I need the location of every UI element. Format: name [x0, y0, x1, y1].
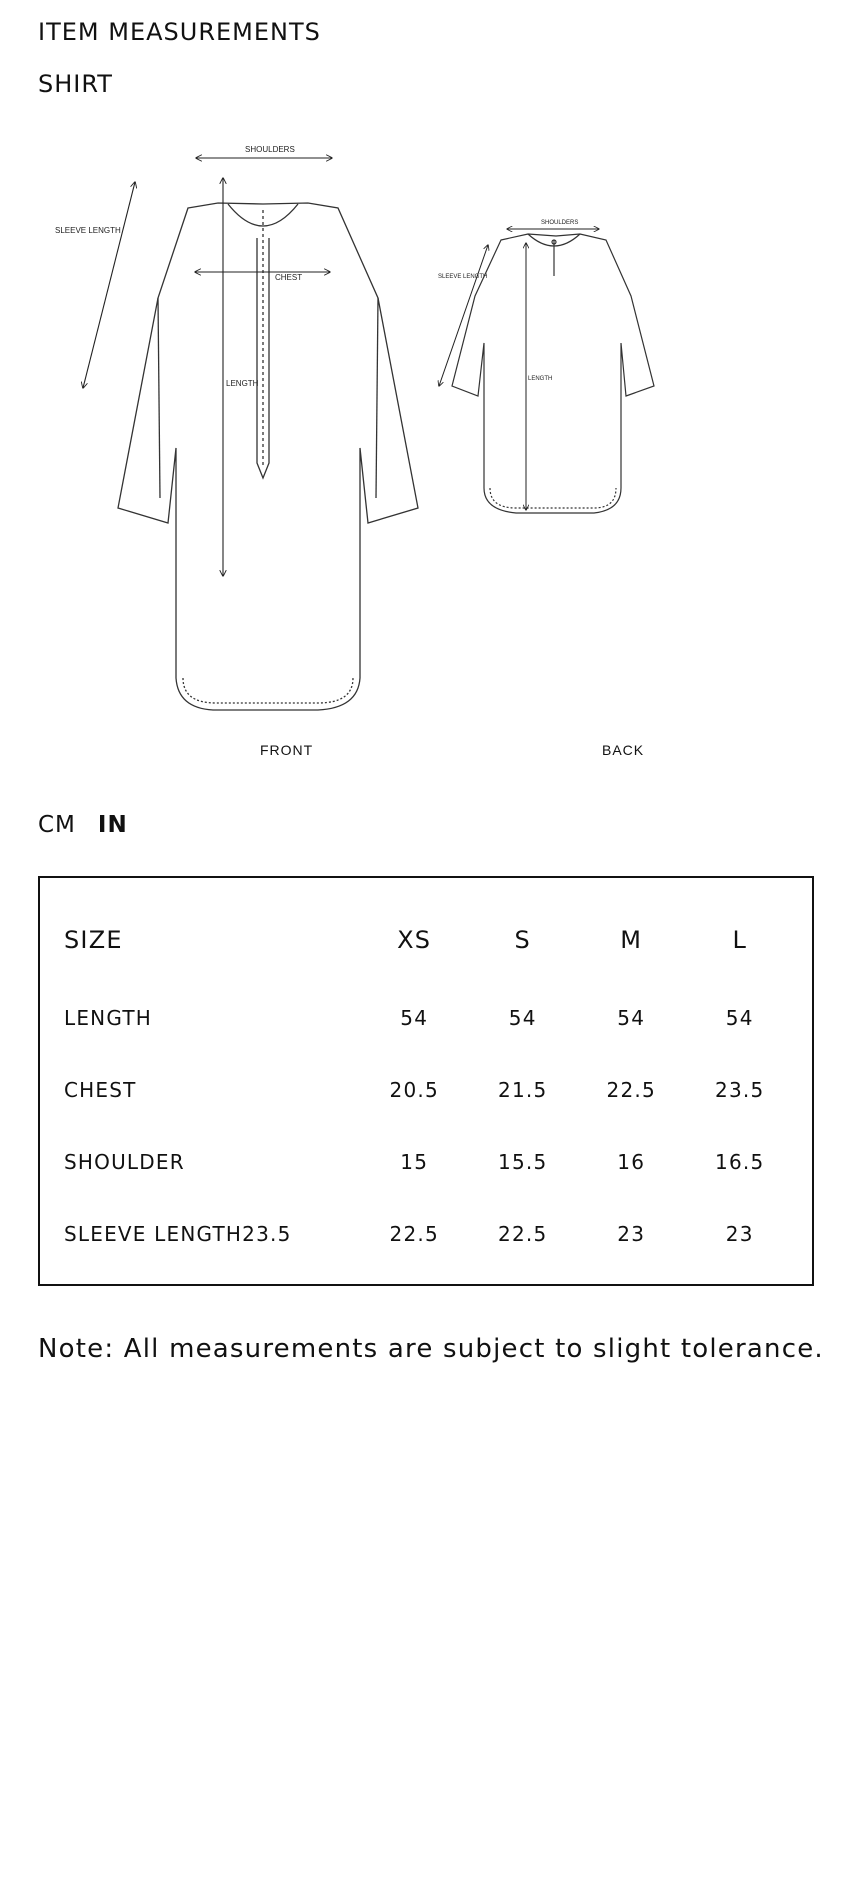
cell-value: 15.5 [498, 1150, 548, 1174]
table-row [64, 1054, 794, 1126]
cell-value: 23 [617, 1222, 646, 1246]
cell-value: 22.5 [389, 1222, 439, 1246]
cell-value: 16 [617, 1150, 646, 1174]
cell-value: 15 [400, 1150, 429, 1174]
cell-value: 22.5 [498, 1222, 548, 1246]
row-label: SHOULDER [64, 1150, 185, 1174]
front-length-label: LENGTH [226, 379, 259, 388]
front-chest-label: CHEST [275, 273, 303, 282]
back-length-label: LENGTH [528, 376, 553, 382]
size-s-header: S [514, 926, 531, 954]
product-subtitle: SHIRT [38, 70, 113, 98]
size-xs-header: XS [397, 926, 432, 954]
cell-value: 54 [400, 1006, 429, 1030]
row-label: LENGTH [64, 1006, 152, 1030]
front-shoulders-label: SHOULDERS [245, 145, 295, 154]
front-caption: FRONT [260, 742, 314, 758]
table-row [64, 982, 794, 1054]
back-caption: BACK [602, 742, 645, 758]
back-shoulders-label: SHOULDERS [541, 220, 579, 226]
unit-toggle [38, 812, 128, 838]
size-chart [38, 876, 814, 1286]
cell-value: 54 [508, 1006, 537, 1030]
size-l-header: L [732, 926, 748, 954]
table-row [64, 1126, 794, 1198]
cell-value: 54 [725, 1006, 754, 1030]
front-sleeve-length-label: SLEEVE LENGTH [55, 226, 121, 235]
cell-value: 54 [617, 1006, 646, 1030]
cell-value: 23 [725, 1222, 754, 1246]
measurement-diagram [38, 118, 798, 778]
back-sleeve-length-label: SLEEVE LENGTH [438, 274, 488, 280]
cell-value: 16.5 [715, 1150, 765, 1174]
table-header-row [64, 898, 794, 982]
page-title: ITEM MEASUREMENTS [38, 18, 321, 46]
table-row [64, 1198, 794, 1270]
size-m-header: M [620, 926, 643, 954]
tolerance-note: Note: All measurements are subject to slight tolerance. [38, 1334, 824, 1364]
cell-value: 20.5 [389, 1078, 439, 1102]
cell-value: 22.5 [606, 1078, 656, 1102]
unit-in-button[interactable]: IN [97, 812, 128, 838]
size-header: SIZE [64, 926, 123, 954]
cell-value: 23.5 [715, 1078, 765, 1102]
size-table [64, 898, 794, 1270]
cell-value: 21.5 [498, 1078, 548, 1102]
unit-cm-button[interactable]: CM [38, 812, 76, 838]
front-shirt-illustration [118, 203, 418, 710]
row-label: CHEST [64, 1078, 137, 1102]
row-label: SLEEVE LENGTH23.5 [64, 1222, 292, 1246]
